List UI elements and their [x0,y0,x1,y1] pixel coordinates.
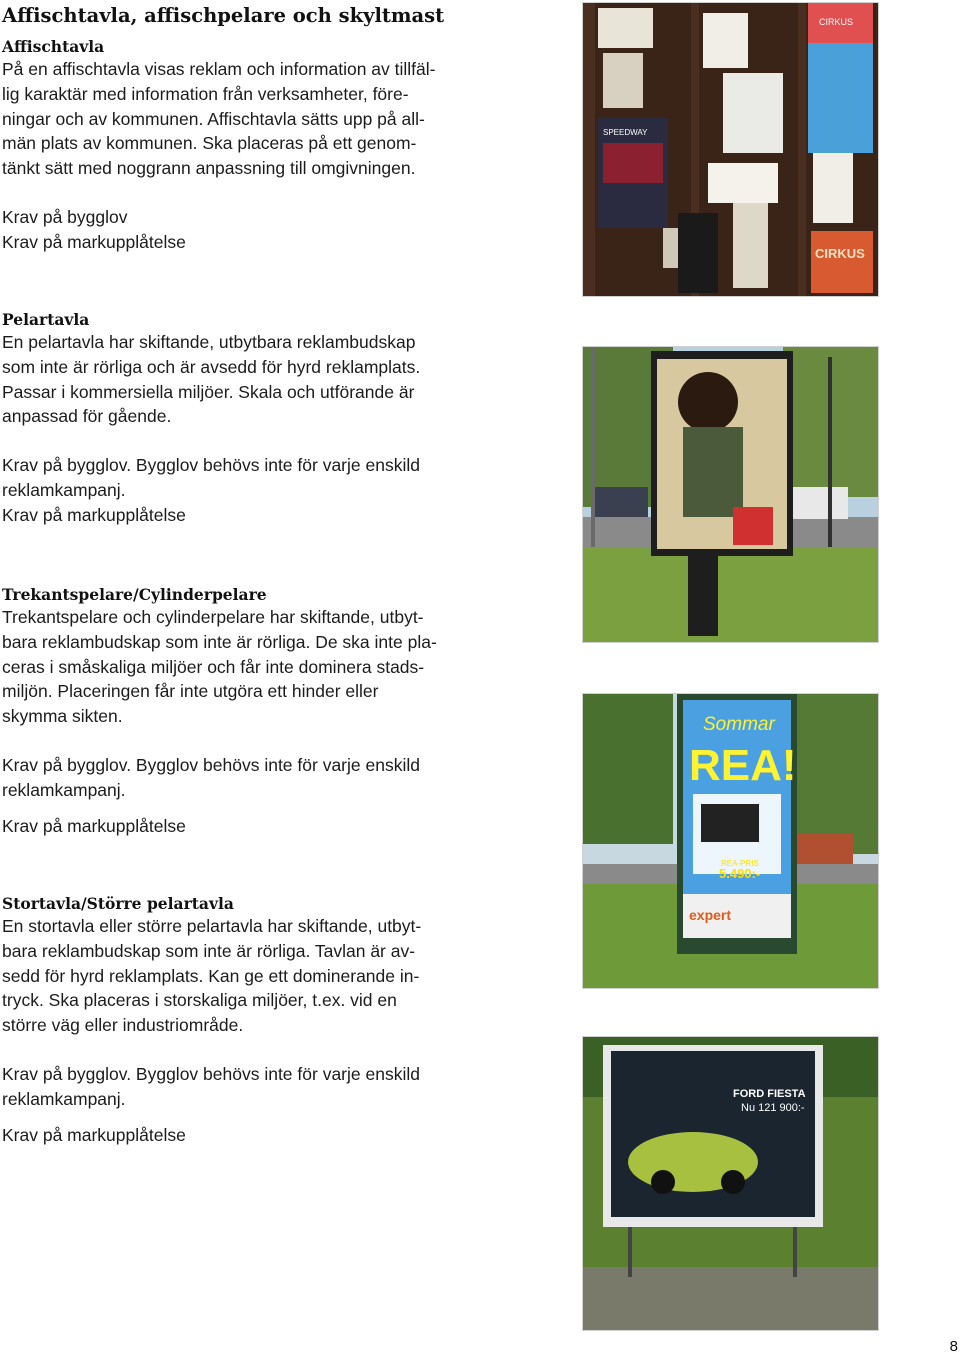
section-body: På en affischtavla visas reklam och information av tillfäl- lig karaktär med information från verksamheter, före- ningar och av kommunen. Affischtavla sätts upp på all- män plats av kommunen. Ska placeras på ett genom- tänkt sätt med noggrann anpassning till omgivningen. [2,59,436,179]
advert-price: 5.490:- [719,866,761,881]
poster-speedway: SPEEDWAY [603,128,648,137]
poster-circus-top: CIRKUS [819,17,854,27]
photo-notice-board [582,2,879,297]
requirement-land-lease: Krav på markupplåtelse [2,231,186,252]
requirement-land-lease: Krav på markupplåtelse [2,1124,186,1145]
advert-sale: REA! [689,741,797,790]
requirement-land-lease: Krav på markupplåtelse [2,504,186,525]
section-heading: Stortavla/Större pelartavla [2,894,234,913]
section-body: En pelartavla har skiftande, utbytbara reklambudskap som inte är rörliga och är avsedd för hyrd reklamplats. Passar i kommersiella miljöer. Skala och utförande är anpassad för gående. [2,332,421,427]
section-body: Trekantspelare och cylinderpelare har skiftande, utbyt- bara reklambudskap som inte är rörliga. De ska inte pla- ceras i småskaliga miljöer och får inte dominera stads- miljön. Placeringen får inte utgöra ett hinder eller skymma sikten. [2,607,437,727]
requirement-land-lease: Krav på markupplåtelse [2,815,186,836]
requirement-building-permit: Krav på bygglov. Bygglov behövs inte för varje enskild reklamkampanj. [2,1063,420,1109]
section-heading: Pelartavla [2,310,90,329]
section-stortavla [2,894,472,1147]
billboard-price: Nu 121 900:- [741,1102,805,1114]
requirement-building-permit: Krav på bygglov [2,206,128,227]
poster-circus: CIRKUS [815,246,865,261]
advert-summer: Sommar [703,714,775,735]
section-pelartavla [2,310,472,528]
billboard-model: FORD FIESTA [733,1088,806,1100]
page-title: Affischtavla, affischpelare och skyltmast [2,4,445,27]
photo-pillar-board [582,346,879,643]
section-affischtavla [2,37,472,255]
requirement-building-permit: Krav på bygglov. Bygglov behövs inte för varje enskild reklamkampanj. [2,754,420,800]
advert-price-label: REA-PRIS [721,859,759,868]
section-heading: Trekantspelare/Cylinderpelare [2,585,267,604]
section-heading: Affischtavla [2,37,105,56]
requirement-building-permit: Krav på bygglov. Bygglov behövs inte för varje enskild reklamkampanj. [2,455,420,500]
advert-brand: expert [689,907,732,923]
section-trekantspelare [2,585,472,838]
photo-billboard [582,1036,879,1331]
page-number: 8 [949,1338,958,1355]
photo-column-advert [582,693,879,989]
section-body: En stortavla eller större pelartavla har skiftande, utbyt- bara reklambudskap som inte är rörliga. Tavlan är av- sedd för hyrd reklamplats. Kan ge ett dominerande in- tryck. Ska placeras i storskaliga miljöer, t.ex. vid en större väg eller industriområde. [2,916,422,1036]
